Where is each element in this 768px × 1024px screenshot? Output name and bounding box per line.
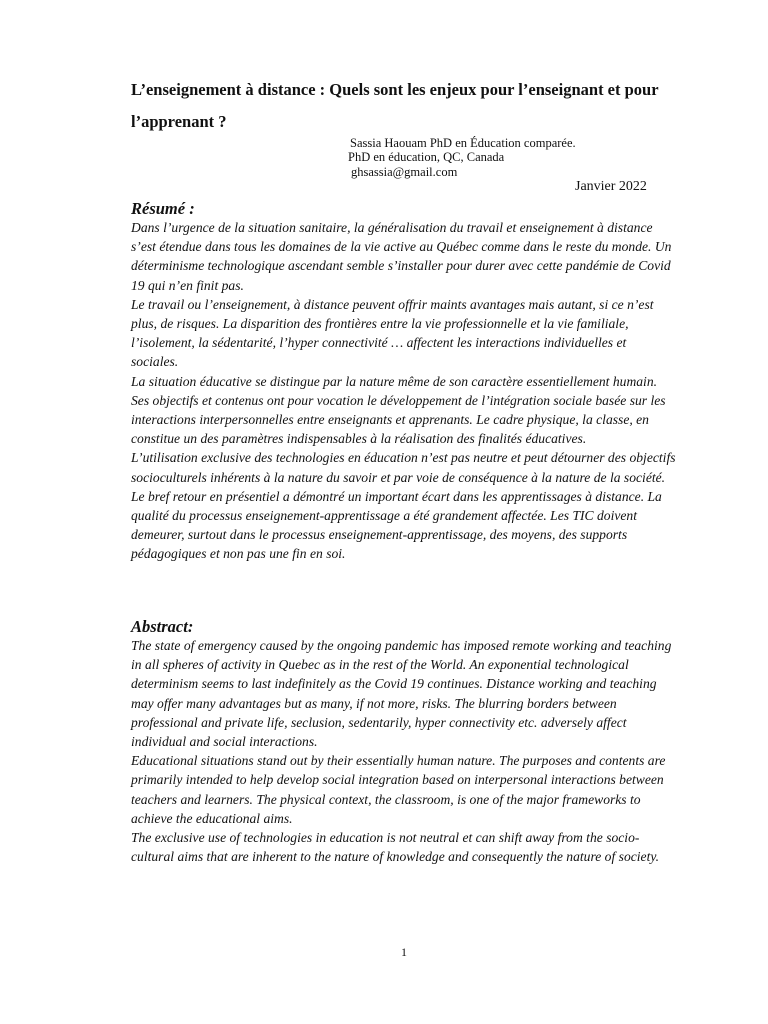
abstract-paragraph: Educational situations stand out by their essentially human nature. The purposes and contents are primarily intended to help develop social integration based on interpersonal interactions between teachers and learners. The physical context, the classroom, is one of the major frameworks to achieve the educational aims. [131, 753, 666, 826]
resume-body [131, 218, 676, 564]
resume-paragraph: La situation éducative se distingue par la nature même de son caractère essentiellement humain. Ses objectifs et contenus ont pour vocation le développement de l’intégration sociale basée sur les interactions interpersonnelles entre enseignants et apprenants. Le cadre physique, la classe, en constitue un des paramètres indispensables à la réalisation des finalités éducatives. [131, 373, 666, 447]
abstract-body [131, 636, 676, 866]
page-number: 1 [401, 945, 407, 959]
author-degree: PhD en éducation, QC, Canada [348, 150, 505, 164]
document-title: L’enseignement à distance : Quels sont les enjeux pour l’enseignant et pour l’apprenant ? [131, 80, 659, 131]
abstract-heading: Abstract: [131, 617, 194, 636]
resume-paragraph: Le bref retour en présentiel a démontré un important écart dans les apprentissages à distance. La qualité du processus enseignement-apprentissage a été grandement affectée. Les TIC doivent demeurer, surtout dans le processus enseignement-apprentissage, des moyens, des supports pédagogiques et non pas une fin en soi. [131, 488, 662, 562]
author-email: ghsassia@gmail.com [351, 165, 458, 179]
resume-heading: Résumé : [131, 199, 195, 218]
abstract-paragraph: The exclusive use of technologies in education is not neutral et can shift away from the socio-cultural aims that are inherent to the nature of knowledge and consequently the nature of society. [131, 830, 660, 865]
document-date: Janvier 2022 [575, 179, 647, 194]
resume-paragraph: Dans l’urgence de la situation sanitaire, la généralisation du travail et enseignement à distance s’est étendue dans tous les domaines de la vie active au Québec comme dans le reste du monde. Un déterminisme technologique ascendant semble s’installer pour durer avec cette pandémie de Covid 19 qui n’en finit pas. [131, 220, 672, 293]
resume-paragraph: Le travail ou l’enseignement, à distance peuvent offrir maints avantages mais autant, si ce n’est plus, de risques. La disparition des frontières entre la vie professionnelle et la vie familiale, l’isolement, la sédentarité, l’hyper connectivité … affectent les interactions individuelles et sociales. [131, 296, 654, 370]
abstract-paragraph: The state of emergency caused by the ongoing pandemic has imposed remote working and teaching in all spheres of activity in Quebec as in the rest of the World. An exponential technological determinism seems to last indefinitely as the Covid 19 continues. Distance working and teaching may offer many advantages but as many, if not more, risks. The blurring borders between professional and private life, seclusion, sedentarily, hyper connectivity etc. adversely affect individual and social interactions. [131, 638, 672, 750]
resume-paragraph: L’utilisation exclusive des technologies en éducation n’est pas neutre et peut détourner des objectifs socioculturels inhérents à la nature du savoir et par voie de conséquence à la nature de la société. [131, 450, 676, 485]
author-name: Sassia Haouam PhD en Éducation comparée. [350, 136, 576, 150]
